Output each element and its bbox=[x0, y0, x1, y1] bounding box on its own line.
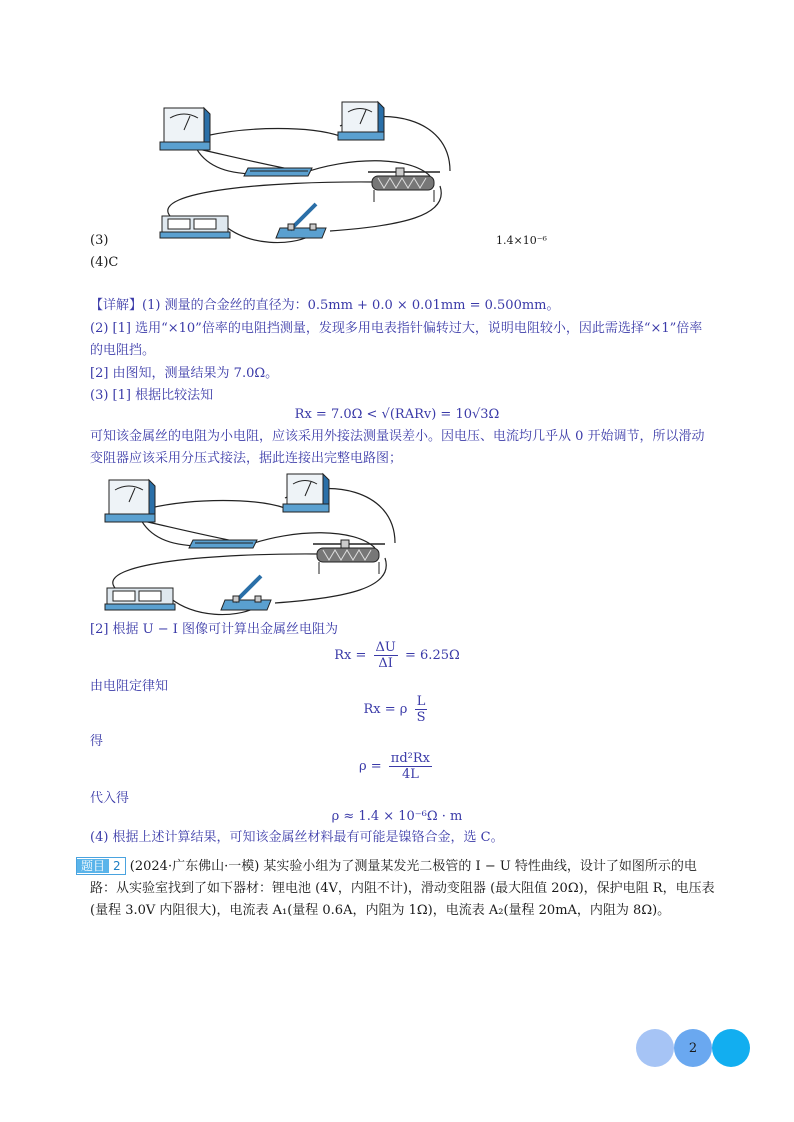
circuit-diagram-top bbox=[150, 96, 460, 246]
formula-3 bbox=[0, 694, 794, 725]
footer-circle-middle bbox=[674, 1029, 712, 1067]
page-number: 2 bbox=[688, 1040, 698, 1056]
analysis-line-1-text: (1) 测量的合金丝的直径为：0.5mm + 0.0 × 0.01mm = 0.500mm。 bbox=[142, 298, 560, 313]
analysis-line-10: 得 bbox=[90, 734, 104, 749]
formula-4-left: ρ = bbox=[358, 759, 382, 774]
formula-2-fraction bbox=[374, 640, 398, 671]
problem-line-2: 路：从实验室找到了如下器材：锂电池 (4V，内阻不计)，滑动变阻器 (最大阻值 20Ω)，保护电阻 R，电压表 bbox=[90, 881, 715, 896]
formula-2 bbox=[0, 640, 794, 671]
problem-tag-number: 2 bbox=[109, 859, 125, 873]
label-4: (4)C bbox=[90, 255, 119, 270]
problem-line-1 bbox=[76, 857, 697, 876]
detail-tag: 【详解】 bbox=[90, 298, 143, 313]
formula-3-fraction bbox=[415, 694, 428, 725]
meter-left bbox=[160, 108, 210, 150]
problem-line-3: (量程 3.0V 内阻很大)，电流表 A₁(量程 0.6A，内阻为 1Ω)，电流表 A₂(量程 20mA，内阻为 8Ω)。 bbox=[90, 903, 671, 918]
analysis-line-9: 由电阻定律知 bbox=[90, 679, 169, 694]
footer-circle-right bbox=[712, 1029, 750, 1067]
label-3: (3) bbox=[90, 233, 109, 248]
circuit-diagram-bottom bbox=[95, 468, 405, 618]
analysis-line-4: [2] 由图知，测量结果为 7.0Ω。 bbox=[90, 366, 279, 381]
meter-right bbox=[338, 102, 384, 140]
formula-2-right: = 6.25Ω bbox=[405, 648, 460, 663]
problem-line-1-text: (2024·广东佛山·一模) 某实验小组为了测量某发光二极管的 I − U 特性曲线，设计了如图所示的电 bbox=[129, 859, 697, 874]
analysis-line-11: 代入得 bbox=[90, 791, 130, 806]
footer-circle-left bbox=[636, 1029, 674, 1067]
formula-2-numerator: ΔU bbox=[375, 640, 396, 655]
analysis-line-6: 可知该金属丝的电阻为小电阻，应该采用外接法测量误差小。因电压、电流均几乎从 0 开始调节，所以滑动 bbox=[90, 429, 705, 444]
problem-tag bbox=[76, 857, 126, 875]
analysis-line-5: (3) [1] 根据比较法知 bbox=[90, 388, 214, 403]
analysis-line-3: 的电阻挡。 bbox=[90, 343, 156, 358]
formula-3-numerator: L bbox=[415, 694, 428, 710]
rheostat bbox=[368, 168, 440, 202]
analysis-line-7: 变阻器应该采用分压式接法，据此连接出完整电路图； bbox=[90, 451, 403, 466]
formula-4-numerator: πd²Rx bbox=[390, 751, 430, 766]
analysis-line-12: (4) 根据上述计算结果，可知该金属丝材料最有可能是镍铬合金，选 C。 bbox=[90, 830, 504, 845]
formula-3-denominator: S bbox=[416, 710, 426, 725]
switch bbox=[276, 204, 326, 238]
analysis-line-2: (2) [1] 选用“×10”倍率的电阻挡测量，发现多用电表指针偏转过大，说明电阻较小，因此需选择“×1”倍率 bbox=[90, 321, 703, 336]
formula-4-denominator: 4L bbox=[401, 767, 419, 782]
analysis-line-1 bbox=[90, 297, 560, 315]
problem-tag-label: 题目 bbox=[77, 859, 109, 873]
analysis-line-8: [2] 根据 U − I 图像可计算出金属丝电阻为 bbox=[90, 622, 339, 637]
formula-3-left: Rx = ρ bbox=[363, 702, 408, 717]
formula-1: Rx = 7.0Ω < √(RARv) = 10√3Ω bbox=[294, 407, 500, 422]
formula-4 bbox=[0, 751, 794, 782]
formula-2-denominator: ΔI bbox=[378, 656, 393, 671]
formula-5: ρ ≈ 1.4 × 10⁻⁶Ω · m bbox=[331, 809, 463, 824]
battery bbox=[160, 216, 230, 238]
formula-4-fraction bbox=[389, 751, 432, 782]
answer-value: 1.4×10⁻⁶ bbox=[496, 234, 547, 247]
formula-2-left: Rx = bbox=[334, 648, 367, 663]
